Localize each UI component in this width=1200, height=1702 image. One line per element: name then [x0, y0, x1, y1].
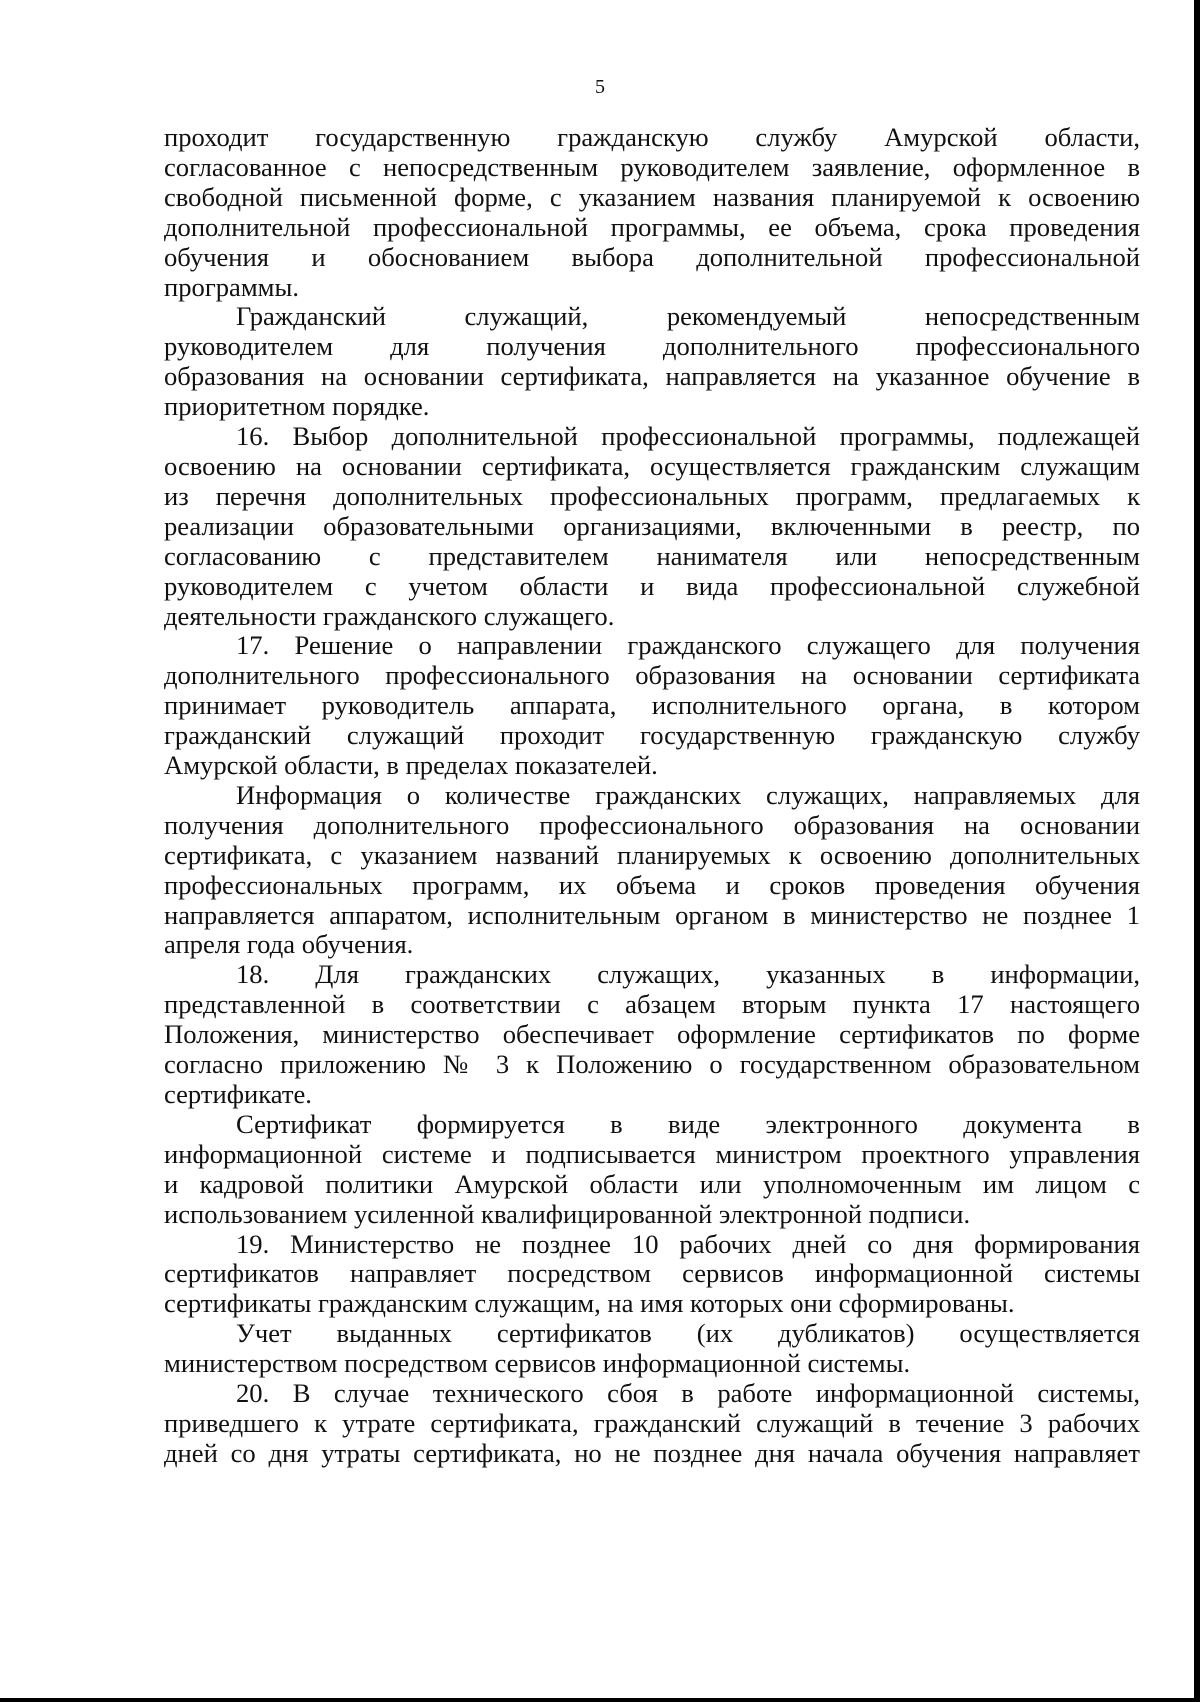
text-line: программы.	[164, 271, 300, 302]
paragraph	[164, 960, 1140, 1110]
text-line: сертификата, с указанием названий планируемых к освоению дополнительных	[164, 839, 1140, 870]
text-line: профессиональных программ, их объема и сроков проведения обучения	[164, 869, 1140, 900]
text-line: реализации образовательными организациями, включенными в реестр, по	[164, 510, 1140, 541]
text-line: дополнительного профессионального образования на основании сертификата	[164, 660, 1140, 691]
text-line: Учет выданных сертификатов (их дубликатов) осуществляется	[236, 1318, 1140, 1349]
text-line: образования на основании сертификата, направляется на указанное обучение в	[164, 361, 1140, 392]
text-line: освоению на основании сертификата, осуществляется гражданским служащим	[164, 450, 1140, 481]
text-line: 20. В случае технического сбоя в работе информационной системы,	[236, 1378, 1140, 1409]
text-line: 19. Министерство не позднее 10 рабочих дней со дня формирования	[236, 1228, 1140, 1259]
text-line: направляется аппаратом, исполнительным органом в министерство не позднее 1	[164, 899, 1140, 930]
text-line: Положения, министерство обеспечивает оформление сертификатов по форме	[164, 1019, 1140, 1050]
paragraph	[164, 1110, 1140, 1230]
text-line: министерством посредством сервисов информационной системы.	[164, 1348, 911, 1379]
text-line: руководителем для получения дополнительного профессионального	[164, 331, 1140, 362]
paragraph	[164, 422, 1140, 631]
document-body	[164, 123, 1140, 1469]
text-line: Амурской области, в пределах показателей.	[164, 750, 658, 781]
text-line: информационной системе и подписывается министром проектного управления	[164, 1138, 1140, 1169]
text-line: деятельности гражданского служащего.	[164, 600, 615, 631]
text-line: Информация о количестве гражданских служащих, направляемых для	[236, 779, 1140, 810]
text-line: 17. Решение о направлении гражданского служащего для получения	[236, 630, 1140, 661]
text-line: 16. Выбор дополнительной профессиональной программы, подлежащей	[236, 421, 1140, 452]
text-line: из перечня дополнительных профессиональных программ, предлагаемых к	[164, 480, 1140, 511]
paragraph	[164, 1230, 1140, 1320]
paragraph	[164, 781, 1140, 960]
text-line: проходит государственную гражданскую службу Амурской области,	[164, 122, 1140, 152]
text-line: дней со дня утраты сертификата, но не позднее дня начала обучения направляет	[164, 1437, 1140, 1468]
text-line: принимает руководитель аппарата, исполнительного органа, в котором	[164, 690, 1140, 721]
text-line: согласованию с представителем нанимателя или непосредственным	[164, 540, 1140, 571]
text-line: обучения и обоснованием выбора дополнительной профессиональной	[164, 241, 1140, 272]
paragraph	[164, 631, 1140, 781]
scan-edge-bottom	[0, 1698, 1200, 1702]
text-line: свободной письменной форме, с указанием названия планируемой к освоению	[164, 181, 1140, 212]
text-line: гражданский служащий проходит государственную гражданскую службу	[164, 720, 1140, 751]
text-line: приоритетном порядке.	[164, 391, 430, 422]
text-line: и кадровой политики Амурской области или уполномоченным им лицом с	[164, 1168, 1140, 1199]
text-line: руководителем с учетом области и вида профессиональной служебной	[164, 570, 1140, 601]
page-number: 5	[595, 76, 605, 98]
scan-edge-right	[1194, 0, 1200, 1702]
text-line: Гражданский служащий, рекомендуемый непосредственным	[236, 301, 1140, 332]
text-line: 18. Для гражданских служащих, указанных в информации,	[236, 959, 1140, 990]
text-line: сертификате.	[164, 1079, 312, 1109]
paragraph	[164, 1379, 1140, 1469]
paragraph	[164, 123, 1140, 302]
text-line: Сертификат формируется в виде электронного документа в	[236, 1108, 1140, 1139]
text-line: согласованное с непосредственным руководителем заявление, оформленное в	[164, 151, 1140, 182]
text-line: приведшего к утрате сертификата, гражданский служащий в течение 3 рабочих	[164, 1407, 1140, 1438]
text-line: согласно приложению № 3 к Положению о государственном образовательном	[164, 1049, 1140, 1080]
text-line: дополнительной профессиональной программы, ее объема, срока проведения	[164, 211, 1140, 242]
text-line: сертификаты гражданским служащим, на имя которых они сформированы.	[164, 1288, 1015, 1319]
paragraph	[164, 1319, 1140, 1379]
paragraph	[164, 302, 1140, 422]
text-line: использованием усиленной квалифицированной электронной подписи.	[164, 1198, 971, 1229]
text-line: сертификатов направляет посредством сервисов информационной системы	[164, 1258, 1140, 1289]
text-line: получения дополнительного профессионального образования на основании	[164, 809, 1140, 840]
text-line: представленной в соответствии с абзацем вторым пункта 17 настоящего	[164, 989, 1140, 1020]
text-line: апреля года обучения.	[164, 929, 414, 960]
